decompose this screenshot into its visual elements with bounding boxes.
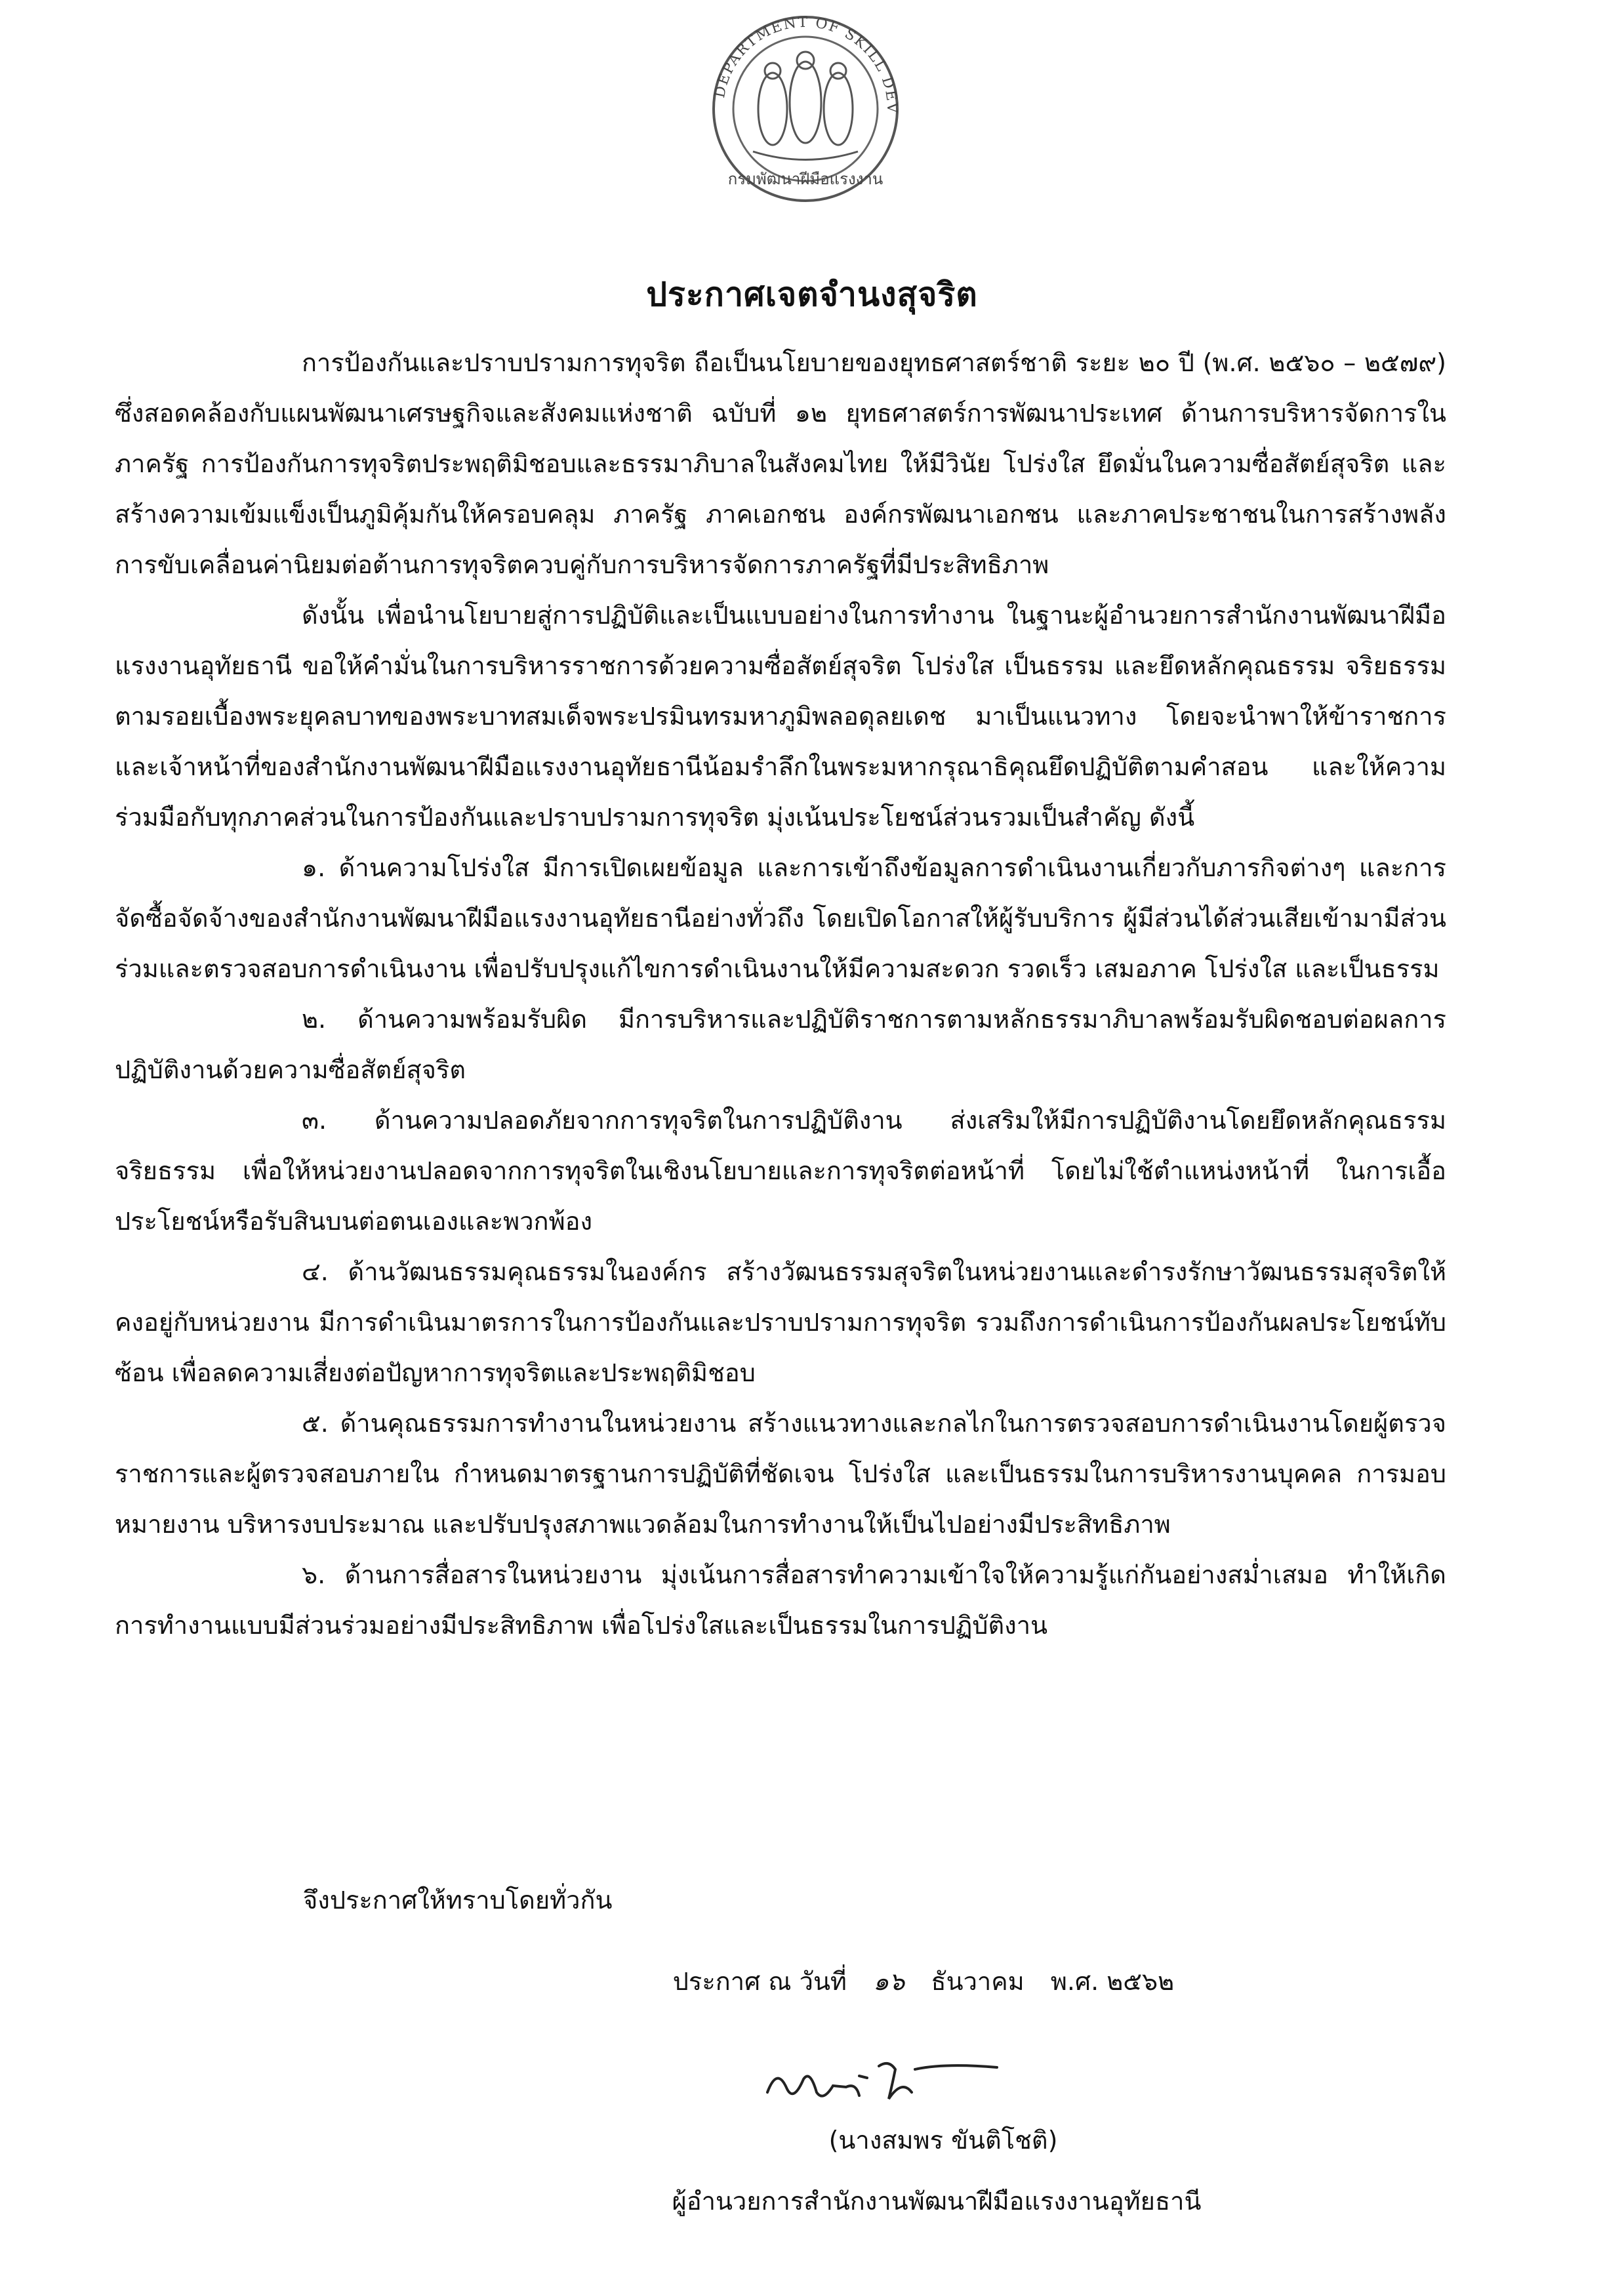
item-communication: ๖. ด้านการสื่อสารในหน่วยงาน มุ่งเน้นการสื่อสารทำความเข้าใจให้ความรู้แก่กันอย่างสม่ำเสมอ ทำให้เกิดการทำงานแบบมีส่วนร่วมอย่างมีประสิทธิภาพ เพื่อโปร่งใสและเป็นธรรมในการปฏิบัติงาน — [115, 1560, 1446, 1640]
handwritten-signature — [748, 2040, 1023, 2119]
item-transparency: ๑. ด้านความโปร่งใส มีการเปิดเผยข้อมูล และการเข้าถึงข้อมูลการดำเนินงานเกี่ยวกับภารกิจต่างๆ และการจัดซื้อจัดจ้างของสำนักงานพัฒนาฝีมือแรงงานอุทัยธานีอย่างทั่วถึง โดยเปิดโอกาสให้ผู้รับบริการ ผู้มีส่วนได้ส่วนเสียเข้ามามีส่วนร่วมและตรวจสอบการดำเนินงาน เพื่อปรับปรุงแก้ไขการดำเนินงานให้มีความสะดวก รวดเร็ว เสมอภาค โปร่งใส และเป็นธรรม — [115, 853, 1446, 983]
signatory-position: ผู้อำนวยการสำนักงานพัฒนาฝีมือแรงงานอุทัยธานี — [672, 2187, 1202, 2216]
closing-statement: จึงประกาศให้ทราบโดยทั่วกัน — [303, 1886, 613, 1915]
date-day: ๑๖ — [873, 1967, 905, 1996]
item-integrity-culture: ๔. ด้านวัฒนธรรมคุณธรรมในองค์กร สร้างวัฒนธรรมสุจริตในหน่วยงานและดำรงรักษาวัฒนธรรมสุจริตให้คงอยู่กับหน่วยงาน มีการดำเนินมาตรการในการป้องกันและปราบปรามการทุจริต รวมถึงการดำเนินการป้องกันผลประโยชน์ทับซ้อน เพื่อลดความเสี่ยงต่อปัญหาการทุจริตและประพฤติมิชอบ — [115, 1257, 1446, 1387]
signatory-name: (นางสมพร ขันติโชติ) — [828, 2126, 1058, 2155]
svg-text:DEPARTMENT OF SKILL DEVELOPMEN: DEPARTMENT OF SKILL DEV — [711, 14, 901, 115]
document-body — [115, 338, 1446, 1651]
page-title: ประกาศเจตจำนงสุจริต — [646, 275, 978, 314]
department-seal-icon — [668, 10, 943, 207]
item-corruption-free: ๓. ด้านความปลอดภัยจากการทุจริตในการปฏิบัติงาน ส่งเสริมให้มีการปฏิบัติงานโดยยึดหลักคุณธรรม จริยธรรม เพื่อให้หน่วยงานปลอดจากการทุจริตในเชิงนโยบายและการทุจริตต่อหน้าที่ โดยไม่ใช้ตำแหน่งหน้าที่ ในการเอื้อประโยชน์หรือรับสินบนต่อตนเองและพวกพ้อง — [115, 1106, 1446, 1236]
paragraph-intro: การป้องกันและปราบปรามการทุจริต ถือเป็นนโยบายของยุทธศาสตร์ชาติ ระยะ ๒๐ ปี (พ.ศ. ๒๕๖๐ – ๒๕๗๙) ซึ่งสอดคล้องกับแผนพัฒนาเศรษฐกิจและสังคมแห่งชาติ ฉบับที่ ๑๒ ยุทธศาสตร์การพัฒนาประเทศ ด้านการบริหารจัดการในภาครัฐ การป้องกันการทุจริตประพฤติมิชอบและธรรมาภิบาลในสังคมไทย ให้มีวินัย โปร่งใส ยึดมั่นในความซื่อสัตย์สุจริต และสร้างความเข้มแข็งเป็นภูมิคุ้มกันให้ครอบคลุม ภาครัฐ ภาคเอกชน องค์กรพัฒนาเอกชน และภาคประชาชนในการสร้างพลังการขับเคลื่อนค่านิยมต่อต้านการทุจริตควบคู่กับการบริหารจัดการภาครัฐที่มีประสิทธิภาพ — [115, 348, 1446, 579]
date-month: ธันวาคม — [931, 1967, 1025, 1996]
announcement-date — [0, 1961, 1624, 2001]
svg-text:กรมพัฒนาฝีมือแรงงาน: กรมพัฒนาฝีมือแรงงาน — [727, 170, 883, 188]
date-prefix: ประกาศ ณ วันที่ — [672, 1967, 847, 1996]
date-year: พ.ศ. ๒๕๖๒ — [1050, 1967, 1175, 1996]
item-work-ethics: ๕. ด้านคุณธรรมการทำงานในหน่วยงาน สร้างแนวทางและกลไกในการตรวจสอบการดำเนินงานโดยผู้ตรวจราชการและผู้ตรวจสอบภายใน กำหนดมาตรฐานการปฏิบัติที่ชัดเจน โปร่งใส และเป็นธรรมในการบริหารงานบุคคล การมอบหมายงาน บริหารงบประมาณ และปรับปรุงสภาพแวดล้อมในการทำงานให้เป็นไปอย่างมีประสิทธิภาพ — [115, 1409, 1446, 1539]
item-accountability: ๒. ด้านความพร้อมรับผิด มีการบริหารและปฏิบัติราชการตามหลักธรรมาภิบาลพร้อมรับผิดชอบต่อผลการปฏิบัติงานด้วยความซื่อสัตย์สุจริต — [115, 1005, 1446, 1084]
paragraph-commitment: ดังนั้น เพื่อนำนโยบายสู่การปฏิบัติและเป็นแบบอย่างในการทำงาน ในฐานะผู้อำนวยการสำนักงานพัฒนาฝีมือแรงงานอุทัยธานี ขอให้คำมั่นในการบริหารราชการด้วยความซื่อสัตย์สุจริต โปร่งใส เป็นธรรม และยึดหลักคุณธรรม จริยธรรม ตามรอยเบื้องพระยุคลบาทของพระบาทสมเด็จพระปรมินทรมหาภูมิพลอดุลยเดช มาเป็นแนวทาง โดยจะนำพาให้ข้าราชการและเจ้าหน้าที่ของสำนักงานพัฒนาฝีมือแรงงานอุทัยธานีน้อมรำลึกในพระมหากรุณาธิคุณยึดปฏิบัติตามคำสอน และให้ความร่วมมือกับทุกภาคส่วนในการป้องกันและปราบปรามการทุจริต มุ่งเน้นประโยชน์ส่วนรวมเป็นสำคัญ ดังนี้ — [115, 601, 1446, 832]
